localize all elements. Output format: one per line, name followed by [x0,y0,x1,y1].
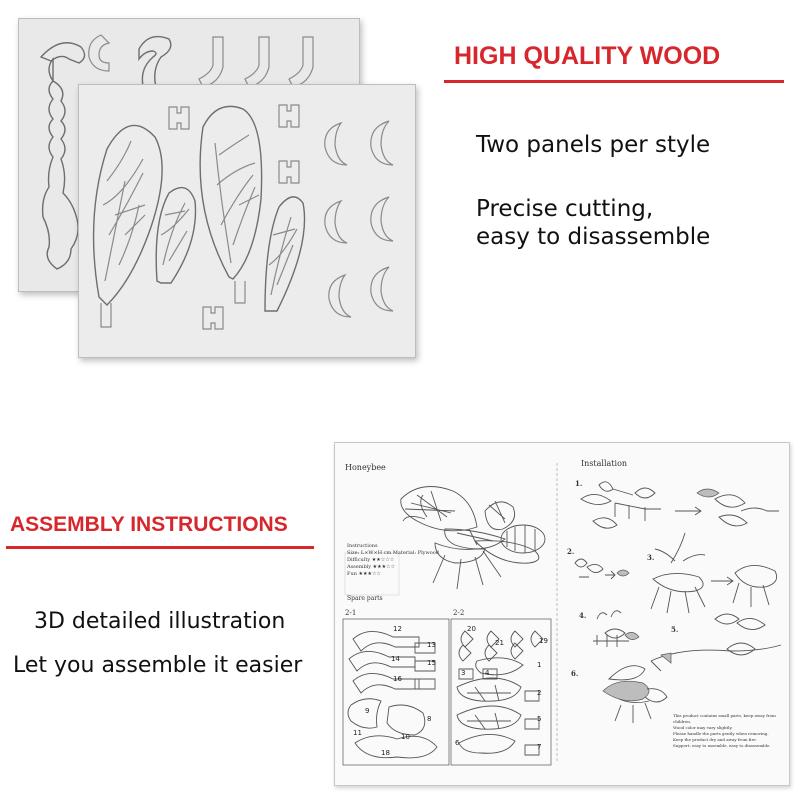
spare-parts-legs [348,631,437,757]
feature-precise-cutting: Precise cutting, [476,196,654,222]
part-number: 11 [353,729,362,737]
part-number: 18 [381,749,390,757]
step-number-4: 4. [579,611,587,620]
section-label-2-2: 2-2 [453,609,465,617]
sheet-meta [347,543,439,578]
heading-high-quality-wood-underline [444,80,784,83]
step-number-6: 6. [571,669,579,678]
large-wing-right [200,106,261,303]
sheet-note-line: Keep the product dry and away from fire. [673,737,758,742]
heading-assembly-instructions-underline [6,546,314,549]
part-number: 6 [455,739,460,747]
step-number-1: 1. [575,479,583,488]
part-number: 9 [365,707,370,715]
small-wing-right [265,197,305,311]
sheet-meta-line: Instructions [347,543,378,549]
feature-assemble-easier: Let you assemble it easier [13,653,303,678]
part-number: 5 [537,715,542,723]
part-number: 3 [461,669,466,677]
part-number: 7 [537,743,542,751]
part-number: 16 [393,675,402,683]
sheet-note-line: This product contains small parts, keep away from children. [673,713,776,724]
sheet-installation-title: Installation [581,459,628,468]
heading-high-quality-wood: HIGH QUALITY WOOD [454,42,721,70]
feature-easy-disassemble: easy to disassemble [476,224,711,250]
part-number: 8 [427,715,432,723]
step-number-2: 2. [567,547,575,556]
step-1-drawing [581,482,779,528]
part-number: 19 [539,637,548,645]
part-number: 14 [391,655,400,663]
part-number: 15 [427,659,436,667]
spare-parts-wings [457,631,543,755]
step-number-3: 3. [647,553,655,562]
part-number: 21 [495,639,504,647]
part-number: 4 [485,669,490,677]
sheet-meta-line: Assembly ★★★☆☆ [347,564,396,570]
step-6-drawing [603,666,667,723]
step-number-5: 5. [671,625,679,634]
step-3-drawing [651,533,777,613]
step-2-drawing [575,559,629,579]
heading-assembly-instructions: ASSEMBLY INSTRUCTIONS [10,513,288,536]
large-wing-left [94,125,163,327]
feature-3d-illustration: 3D detailed illustration [34,609,286,634]
part-number: 20 [467,625,476,633]
step-5-drawing [651,614,781,671]
part-number: 12 [393,625,402,633]
sheet-meta-line: Size: L×W×H cm Material: Plywood [347,550,440,556]
part-number: 2 [537,689,542,697]
panel-front-cut-lines [79,85,415,357]
wood-panel-front [78,84,416,358]
feature-two-panels: Two panels per style [476,132,711,158]
sheet-notes [673,713,783,749]
part-number: 10 [401,733,410,741]
sheet-note-line: Wood color may vary slightly. [673,725,733,730]
sheet-title: Honeybee [345,463,386,472]
part-number: 1 [537,661,542,669]
small-wing-left [156,188,195,283]
sheet-meta-line: Fun ★★★☆☆ [347,571,381,577]
spare-parts-label: Spare parts [347,595,383,602]
sheet-note-line: Support: easy to assemble, easy to disassemble. [673,743,771,748]
sheet-meta-line: Difficulty ★★☆☆☆ [347,557,395,563]
instruction-sheet [334,442,790,786]
crescent-pieces [325,121,393,317]
sheet-note-line: Please handle the parts gently when removing. [673,731,769,736]
section-label-2-1: 2-1 [345,609,357,617]
part-number: 13 [427,641,436,649]
step-4-drawing [593,611,639,647]
